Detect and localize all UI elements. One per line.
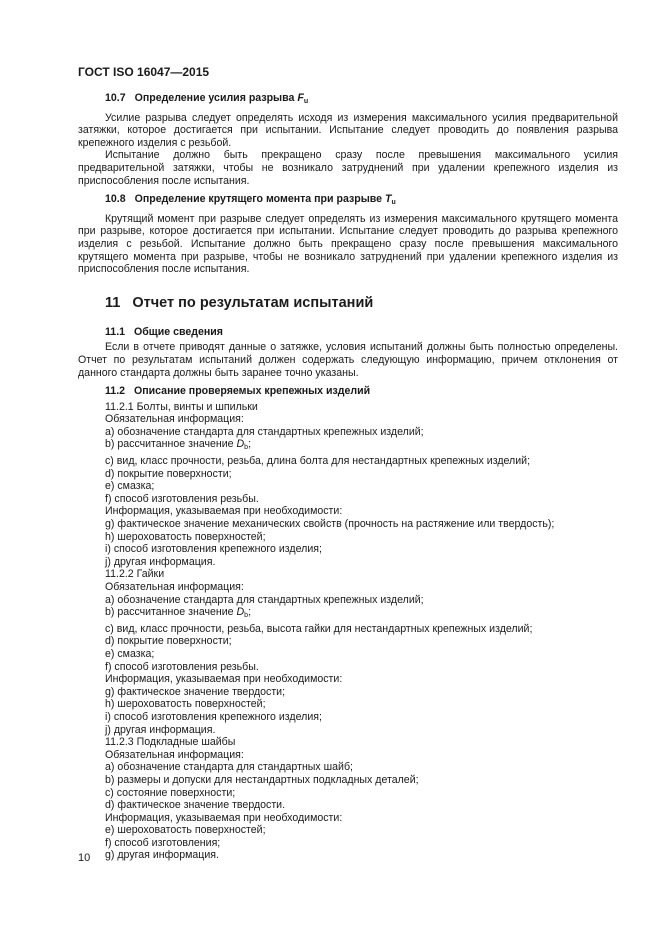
formula-subscript: u (303, 98, 309, 105)
section-10-8-heading (78, 193, 618, 210)
mandatory-info-label: Обязательная информация: (105, 748, 244, 761)
list-item: h) шероховатость поверхностей; (105, 530, 266, 543)
list-item-text: ; (248, 606, 252, 619)
list-item: j) другая информация. (105, 555, 216, 568)
list-item: a) обозначение стандарта для стандартных крепежных изделий; (105, 425, 424, 438)
mandatory-info-label: Обязательная информация: (105, 581, 244, 593)
subsection-heading-washers: 11.2.3 Подкладные шайбы (105, 736, 236, 749)
formula-subscript: b (244, 444, 249, 452)
section-number: 11.1 (105, 325, 126, 338)
list-item: g) другая информация. (105, 849, 219, 862)
formula-subscript: b (244, 612, 249, 620)
section-title: Определение крутящего момента при разрыве (134, 193, 383, 206)
optional-info-label: Информация, указываемая при необходимости: (105, 811, 343, 824)
section-11-2-heading (78, 385, 618, 398)
list-item: e) смазка; (105, 480, 155, 493)
mandatory-info-label: Обязательная информация: (105, 413, 244, 426)
list-item (78, 606, 618, 623)
paragraph: Если в отчете приводят данные о затяжке, условия испытаний должны быть полностью определены. Отчет по результатам испытаний должен содержать следующую информацию, причем отклонения от данного стандарта должны быть заранее точно указаны. (78, 341, 618, 379)
section-title: Определение усилия разрыва (134, 92, 295, 104)
optional-info-label: Информация, указываемая при необходимости: (105, 505, 343, 518)
document-header: ГОСТ ISO 16047—2015 (78, 65, 210, 79)
paragraph: Усилие разрыва следует определять исходя из измерения максимального усилия предварительной затяжки, которое достигается при испытании. Испытание следует проводить до появления разрыва крепежного изделия с резьбой. (78, 111, 618, 149)
list-item: g) фактическое значение твердости; (105, 685, 286, 698)
list-item: a) обозначение стандарта для стандартных шайб; (105, 761, 353, 774)
section-title: Отчет по результатам испытаний (132, 294, 374, 311)
list-item: f) способ изготовления; (105, 836, 221, 849)
section-11-1-heading (78, 326, 618, 339)
list-item: c) состояние поверхности; (105, 786, 236, 799)
page-number: 10 (78, 852, 91, 864)
list-item: c) вид, класс прочности, резьба, длина болта для нестандартных крепежных изделий; (105, 455, 531, 468)
page-content (78, 90, 618, 862)
section-11-heading (78, 295, 618, 312)
formula-symbol: D (236, 438, 245, 451)
section-number: 10.8 (105, 193, 126, 206)
section-title: Описание проверяемых крепежных изделий (134, 385, 371, 398)
section-number: 11.2 (105, 385, 126, 398)
paragraph: Испытание должно быть прекращено сразу после превышения максимального усилия предварительной затяжки, чтобы не возникало затруднений при удалении крепежного изделия из приспособления после испытания. (78, 149, 618, 187)
section-10-7-heading (78, 92, 618, 109)
list-item: i) способ изготовления крепежного изделия; (105, 710, 322, 723)
formula-symbol: D (236, 606, 245, 619)
section-number: 11 (105, 294, 121, 311)
list-item: d) покрытие поверхности; (105, 635, 232, 648)
subsection-heading-nuts: 11.2.2 Гайки (105, 568, 165, 581)
list-item (78, 438, 618, 455)
formula-symbol: F (297, 92, 304, 104)
list-item-text: b) рассчитанное значение (105, 606, 237, 619)
list-item-text: b) рассчитанное значение (105, 438, 237, 451)
list-item: d) покрытие поверхности; (105, 467, 232, 480)
list-item: e) шероховатость поверхностей; (105, 824, 266, 837)
list-item: h) шероховатость поверхностей; (105, 698, 266, 711)
list-item: d) фактическое значение твердости. (105, 799, 286, 812)
list-item: f) способ изготовления резьбы. (105, 660, 259, 673)
formula-subscript: u (391, 199, 396, 207)
section-number: 10.7 (105, 92, 126, 104)
list-item: a) обозначение стандарта для стандартных крепежных изделий; (105, 593, 424, 606)
list-item-text: ; (248, 438, 252, 451)
list-item: j) другая информация. (105, 723, 216, 736)
formula-symbol: T (384, 193, 392, 206)
list-item: g) фактическое значение механических свойств (прочность на растяжение или твердость); (105, 518, 555, 531)
list-item: e) смазка; (105, 647, 155, 660)
paragraph: Крутящий момент при разрыве следует определять из измерения максимального крутящего момента при разрыве, которое достигается при испытании. Испытание следует проводить до разрыва крепежного изделия с резьбой. Испытание должно быть прекращено сразу после превышения максимального крутящего момента при разрыве, чтобы не возникало затруднений при удалении крепежного изделия из приспособления после испытания. (78, 212, 618, 276)
section-title: Общие сведения (134, 325, 223, 338)
list-item: b) размеры и допуски для нестандартных подкладных деталей; (105, 773, 419, 786)
list-item: i) способ изготовления крепежного изделия; (105, 543, 322, 556)
list-item: f) способ изготовления резьбы. (105, 492, 259, 505)
subsection-heading-bolts: 11.2.1 Болты, винты и шпильки (105, 400, 258, 413)
list-item: c) вид, класс прочности, резьба, высота гайки для нестандартных крепежных изделий; (105, 622, 533, 635)
optional-info-label: Информация, указываемая при необходимости: (105, 673, 343, 686)
